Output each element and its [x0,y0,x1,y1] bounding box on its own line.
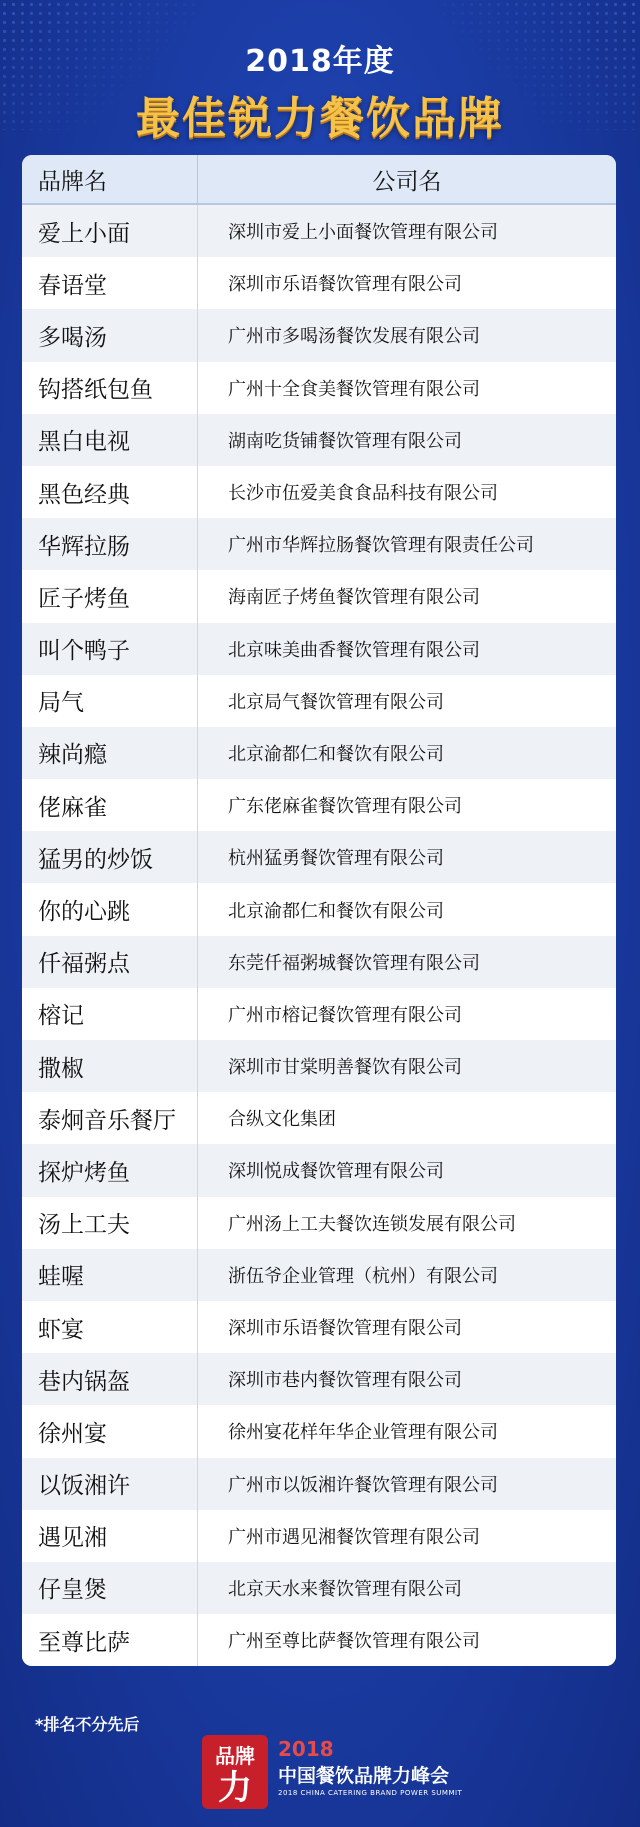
table-row [22,831,616,883]
column-header-company: 公司名 [372,168,442,195]
svg-text:品牌: 品牌 [215,1744,255,1768]
brand-name-cell: 黑色经典 [22,466,198,518]
brand-name-cell: 汤上工夫 [22,1197,198,1249]
brand-name-cell: 至尊比萨 [22,1614,198,1666]
company-name-cell: 深圳市乐语餐饮管理有限公司 [228,1318,462,1340]
table-row [22,257,616,309]
logo-chinese-name: 中国餐饮品牌力峰会 [278,1765,450,1787]
company-name-cell: 广州汤上工夫餐饮连锁发展有限公司 [228,1213,516,1235]
table-row [22,623,616,675]
table-row [22,1197,616,1249]
table-row [22,1405,616,1457]
logo-year: 2018 [278,1737,334,1761]
summit-logo [200,1725,463,1820]
svg-text:力: 力 [218,1768,252,1808]
brand-name-cell: 春语堂 [22,257,198,309]
brand-name-cell: 撒椒 [22,1040,198,1092]
brand-power-logo-icon [200,1731,270,1811]
table-row [22,1144,616,1196]
company-name-cell: 海南匠子烤鱼餐饮管理有限公司 [228,587,480,609]
brand-name-cell: 巷内锅盔 [22,1353,198,1405]
table-row [22,1614,616,1666]
brand-name-cell: 猛男的炒饭 [22,831,198,883]
brand-name-cell: 华辉拉肠 [22,518,198,570]
company-name-cell: 北京味美曲香餐饮管理有限公司 [228,639,480,661]
table-row [22,362,616,414]
brand-name-cell: 辣尚瘾 [22,727,198,779]
brand-name-cell: 徐州宴 [22,1405,198,1457]
company-name-cell: 广东佬麻雀餐饮管理有限公司 [228,796,462,818]
table-row [22,414,616,466]
footnote: *排名不分先后 [35,1715,140,1734]
company-name-cell: 广州市以饭湘许餐饮管理有限公司 [228,1474,498,1496]
brand-name-cell: 榕记 [22,988,198,1040]
company-name-cell: 深圳市爱上小面餐饮管理有限公司 [228,222,498,244]
brand-name-cell: 以饭湘许 [22,1458,198,1510]
table-row [22,1510,616,1562]
brand-table [22,155,616,1666]
table-row [22,1301,616,1353]
company-name-cell: 广州市华辉拉肠餐饮管理有限责任公司 [228,535,534,557]
company-name-cell: 广州十全食美餐饮管理有限公司 [228,378,480,400]
table-row [22,1353,616,1405]
company-name-cell: 北京天水来餐饮管理有限公司 [228,1578,462,1600]
company-name-cell: 广州市多喝汤餐饮发展有限公司 [228,326,480,348]
brand-name-cell: 局气 [22,675,198,727]
brand-name-cell: 仟福粥点 [22,936,198,988]
table-row [22,675,616,727]
table-row [22,1092,616,1144]
brand-name-cell: 钩搭纸包鱼 [22,362,198,414]
table-row [22,518,616,570]
brand-name-cell: 探炉烤鱼 [22,1144,198,1196]
brand-name-cell: 匠子烤鱼 [22,570,198,622]
brand-name-cell: 泰炯音乐餐厅 [22,1092,198,1144]
company-name-cell: 北京局气餐饮管理有限公司 [228,691,444,713]
table-row [22,1249,616,1301]
brand-name-cell: 多喝汤 [22,309,198,361]
brand-name-cell: 黑白电视 [22,414,198,466]
company-name-cell: 广州市榕记餐饮管理有限公司 [228,1004,462,1026]
company-name-cell: 深圳悦成餐饮管理有限公司 [228,1161,444,1183]
company-name-cell: 北京渝都仁和餐饮有限公司 [228,900,444,922]
table-row [22,570,616,622]
table-row [22,1562,616,1614]
table-row [22,205,616,257]
table-row [22,466,616,518]
company-name-cell: 徐州宴花样年华企业管理有限公司 [228,1422,498,1444]
logo-english-name: 2018 CHINA CATERING BRAND POWER SUMMIT [278,1789,463,1797]
brand-name-cell: 你的心跳 [22,883,198,935]
company-name-cell: 北京渝都仁和餐饮有限公司 [228,743,444,765]
brand-name-cell: 虾宴 [22,1301,198,1353]
company-name-cell: 长沙市伍爱美食食品科技有限公司 [228,483,498,505]
table-row [22,988,616,1040]
main-title: 最佳锐力餐饮品牌 [136,93,504,144]
brand-name-cell: 蛙喔 [22,1249,198,1301]
company-name-cell: 杭州猛勇餐饮管理有限公司 [228,848,444,870]
company-name-cell: 深圳市甘棠明善餐饮有限公司 [228,1057,462,1079]
brand-name-cell: 爱上小面 [22,205,198,257]
brand-name-cell: 遇见湘 [22,1510,198,1562]
table-row [22,727,616,779]
company-name-cell: 浙伍爷企业管理（杭州）有限公司 [228,1265,498,1287]
brand-name-cell: 仔皇煲 [22,1562,198,1614]
company-name-cell: 湖南吃货铺餐饮管理有限公司 [228,430,462,452]
company-name-cell: 深圳市乐语餐饮管理有限公司 [228,274,462,296]
brand-name-cell: 叫个鸭子 [22,623,198,675]
table-row [22,1458,616,1510]
company-name-cell: 广州市遇见湘餐饮管理有限公司 [228,1526,480,1548]
brand-name-cell: 佬麻雀 [22,779,198,831]
table-row [22,1040,616,1092]
table-row [22,309,616,361]
table-row [22,779,616,831]
year-title: 2018年度 [245,44,395,79]
company-name-cell: 广州至尊比萨餐饮管理有限公司 [228,1631,480,1653]
company-name-cell: 东莞仟福粥城餐饮管理有限公司 [228,952,480,974]
table-row [22,883,616,935]
company-name-cell: 合纵文化集团 [228,1109,336,1131]
column-header-brand: 品牌名 [22,155,198,203]
table-row [22,936,616,988]
table-body [22,205,616,1666]
table-header [22,155,616,205]
company-name-cell: 深圳市巷内餐饮管理有限公司 [228,1370,462,1392]
